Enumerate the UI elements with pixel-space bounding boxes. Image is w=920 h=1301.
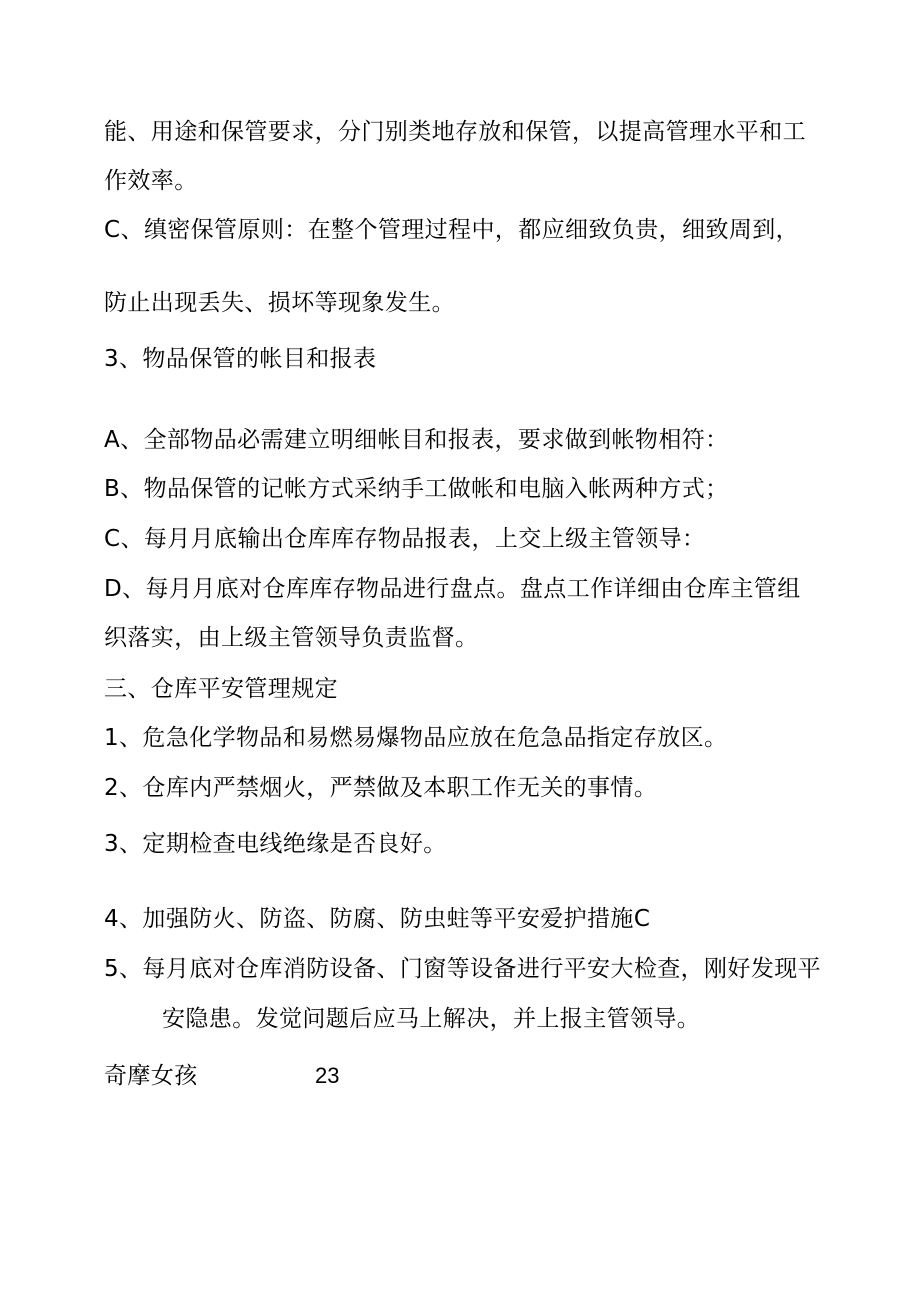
- text-line: C、缜密保管原则：在整个管理过程中，都应细致负贵，细致周到，: [104, 217, 800, 243]
- text-line: A、全部物品必需建立明细帐目和报表，要求做到帐物相符：: [104, 427, 729, 453]
- page-number: 23: [315, 1063, 340, 1088]
- text-line: D、每月月底对仓库库存物品进行盘点。盘点工作详细由仓库主管组: [104, 576, 801, 602]
- text-line: 安隐患。发觉问题后应马上解决，并上报主管领导。: [162, 1006, 701, 1032]
- text-line: 作效率。: [104, 168, 198, 194]
- text-line: 织落实，由上级主管领导负责监督。: [104, 625, 479, 651]
- section-heading: 三、仓库平安管理规定: [104, 676, 338, 702]
- text-line: 1、危急化学物品和易燃易爆物品应放在危急品指定存放区。: [104, 725, 728, 751]
- text-line: B、物品保管的记帐方式采纳手工做帐和电脑入帐两种方式；: [104, 476, 729, 502]
- text-line: 5、每月底对仓库消防设备、门窗等设备进行平安大检查，刚好发现平: [104, 956, 822, 982]
- footer-text: 奇摩女孩: [104, 1063, 198, 1089]
- text-line: 4、加强防火、防盗、防腐、防虫蛀等平安爱护措施C: [104, 906, 651, 932]
- text-line: 防止出现丢失、损坏等现象发生。: [104, 290, 455, 316]
- text-line: 3、定期检查电线绝缘是否良好。: [104, 831, 447, 857]
- text-line: C、每月月底输出仓库库存物品报表，上交上级主管领导：: [104, 526, 706, 552]
- section-heading: 3、物品保管的帐目和报表: [104, 346, 377, 372]
- text-line: 2、仓库内严禁烟火，严禁做及本职工作无关的事情。: [104, 775, 658, 801]
- text-line: 能、用途和保管要求，分门别类地存放和保管，以提高管理水平和工: [104, 119, 806, 145]
